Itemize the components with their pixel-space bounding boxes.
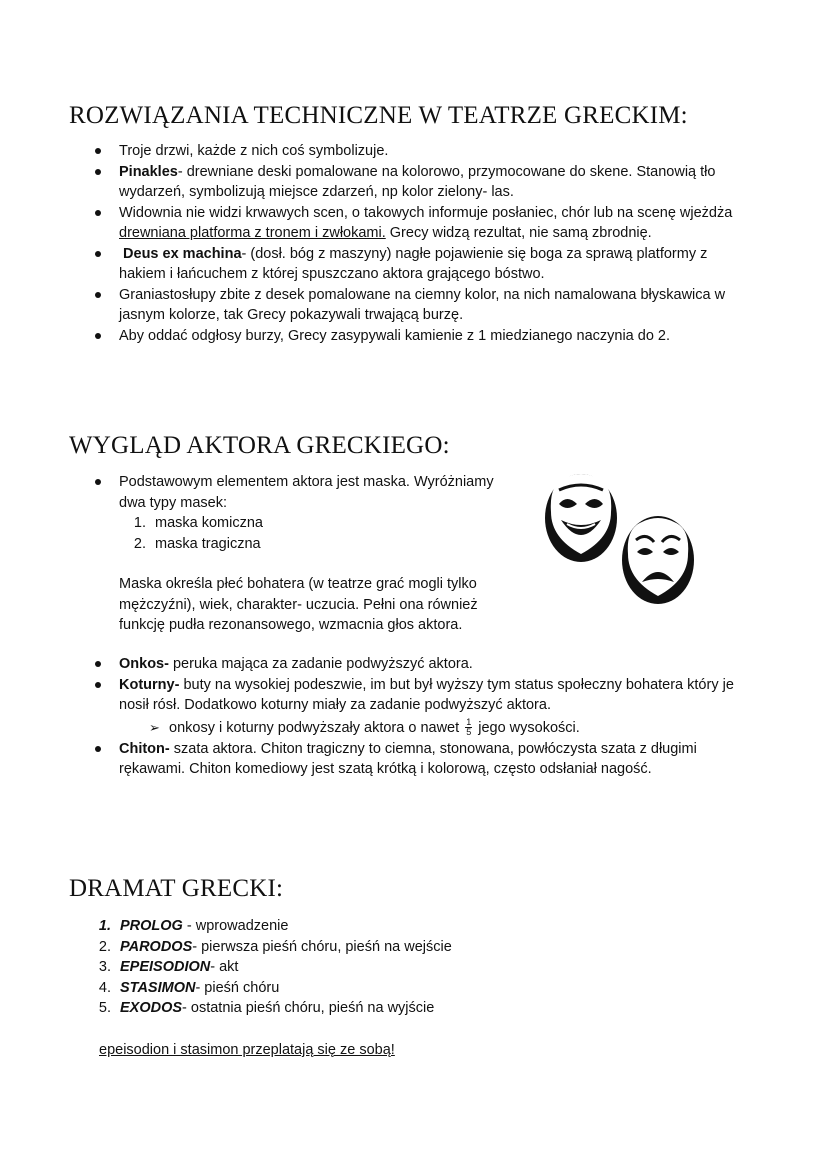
section-heading-actor: WYGLĄD AKTORA GRECKIEGO: bbox=[69, 432, 450, 459]
term: Chiton- bbox=[119, 740, 170, 757]
section-heading-drama: DRAMAT GRECKI: bbox=[69, 875, 284, 902]
term: Onkos- bbox=[119, 656, 169, 672]
list-item: Graniastosłupy zbite z desek pomalowane na ciemny kolor, na nich namalowana błyskawica w jasnym kolorze, tak Grecy pokazywali trwającą burzę. bbox=[95, 285, 735, 326]
term: Koturny- bbox=[119, 676, 180, 693]
list-item: Aby oddać odgłosy burzy, Grecy zasypywali kamienie z 1 miedzianego naczynia do 2. bbox=[95, 326, 735, 347]
list-item: 2. maska tragiczna bbox=[133, 535, 261, 552]
list-item: Troje drzwi, każde z nich coś symbolizuje. bbox=[95, 141, 735, 162]
list-item: 1. PROLOG - wprowadzenie bbox=[98, 918, 289, 934]
list-item: Koturny- buty na wysokiej podeszwie, im but był wyższy tym status społeczny bohatera który je nosił rósł. Dodatkowo koturny miały za zadanie podwyższyć aktora. ➢ onkosy i koturny podwyższały aktora o nawet $\frac{1}{5}$ jego wysokości. bbox=[95, 675, 735, 739]
list-item: Deus ex machina- (dosł. bóg z maszyny) nagłe pojawienie się boga za sprawą platformy z hakiem i łańcuchem z której spuszczano aktora grającego bóstwo. bbox=[95, 244, 735, 285]
term: Pinakles bbox=[119, 163, 178, 180]
list-item: Chiton- szata aktora. Chiton tragiczny to ciemna, stonowana, powłóczysta szata z długimi rękawami. Chiton komediowy jest szatą krótką i kolorową, często odsłaniał nagość. bbox=[95, 739, 735, 780]
mask-types-list bbox=[120, 513, 520, 554]
list-item: 1. maska komiczna bbox=[133, 515, 263, 531]
actor-mask-list bbox=[95, 472, 520, 636]
list-item: 2. PARODOS- pierwsza pieśń chóru, pieśń na wejście bbox=[98, 938, 452, 955]
fraction: $\frac{1}{5}$ bbox=[466, 717, 472, 738]
arrow-icon: ➢ bbox=[149, 719, 160, 735]
section-heading-technical: ROZWIĄZANIA TECHNICZNE W TEATRZE GRECKIM: bbox=[69, 102, 688, 129]
drama-note: epeisodion i stasimon przeplatają się ze sobą! bbox=[99, 1042, 395, 1058]
drama-parts-list bbox=[85, 916, 452, 1019]
list-item: Pinakles- drewniane deski pomalowane na kolorowo, przymocowane do skene. Stanowią tło wydarzeń, symbolizują miejsce zdarzeń, np kolor zielony- las. bbox=[95, 162, 735, 203]
actor-costume-list bbox=[95, 654, 735, 780]
list-item: Widownia nie widzi krwawych scen, o takowych informuje posłaniec, chór lub na scenę wjeżdża drewniana platforma z tronem i zwłokami. Grecy widzą rezultat, nie samą zbrodnię. bbox=[95, 203, 735, 244]
list-item: 3. EPEISODION- akt bbox=[98, 959, 239, 975]
underlined-phrase: drewniana platforma z tronem i zwłokami. bbox=[119, 225, 386, 241]
list-item: 5. EXODOS- ostatnia pieśń chóru, pieśń na wyjście bbox=[98, 1000, 435, 1016]
list-item: Onkos- peruka mająca za zadanie podwyższyć aktora. bbox=[95, 654, 735, 675]
mask-description: Maska określa płeć bohatera (w teatrze grać mogli tylko mężczyźni), wiek, charakter- uczucia. Pełni ona również funkcję pudła rezonansowego, wzmacnia głos aktora. bbox=[119, 576, 478, 633]
comedy-tragedy-masks-icon bbox=[540, 470, 705, 610]
term: Deus ex machina bbox=[123, 245, 242, 262]
technical-list bbox=[95, 141, 735, 346]
list-item: Podstawowym elementem aktora jest maska. Wyróżniamy dwa typy masek: 1. maska komiczna 2. maska tragiczna Maska określa płeć bohatera (w teatrze grać mogli tylko mężczyźni), wiek, charakter- uczucia. Pełni ona również funkcję pudła rezonansowego, wzmacnia głos aktora. bbox=[95, 472, 520, 636]
list-item: 4. STASIMON- pieśń chóru bbox=[98, 979, 280, 996]
sub-bullet: ➢ onkosy i koturny podwyższały aktora o nawet $\frac{1}{5}$ jego wysokości. bbox=[149, 717, 580, 738]
